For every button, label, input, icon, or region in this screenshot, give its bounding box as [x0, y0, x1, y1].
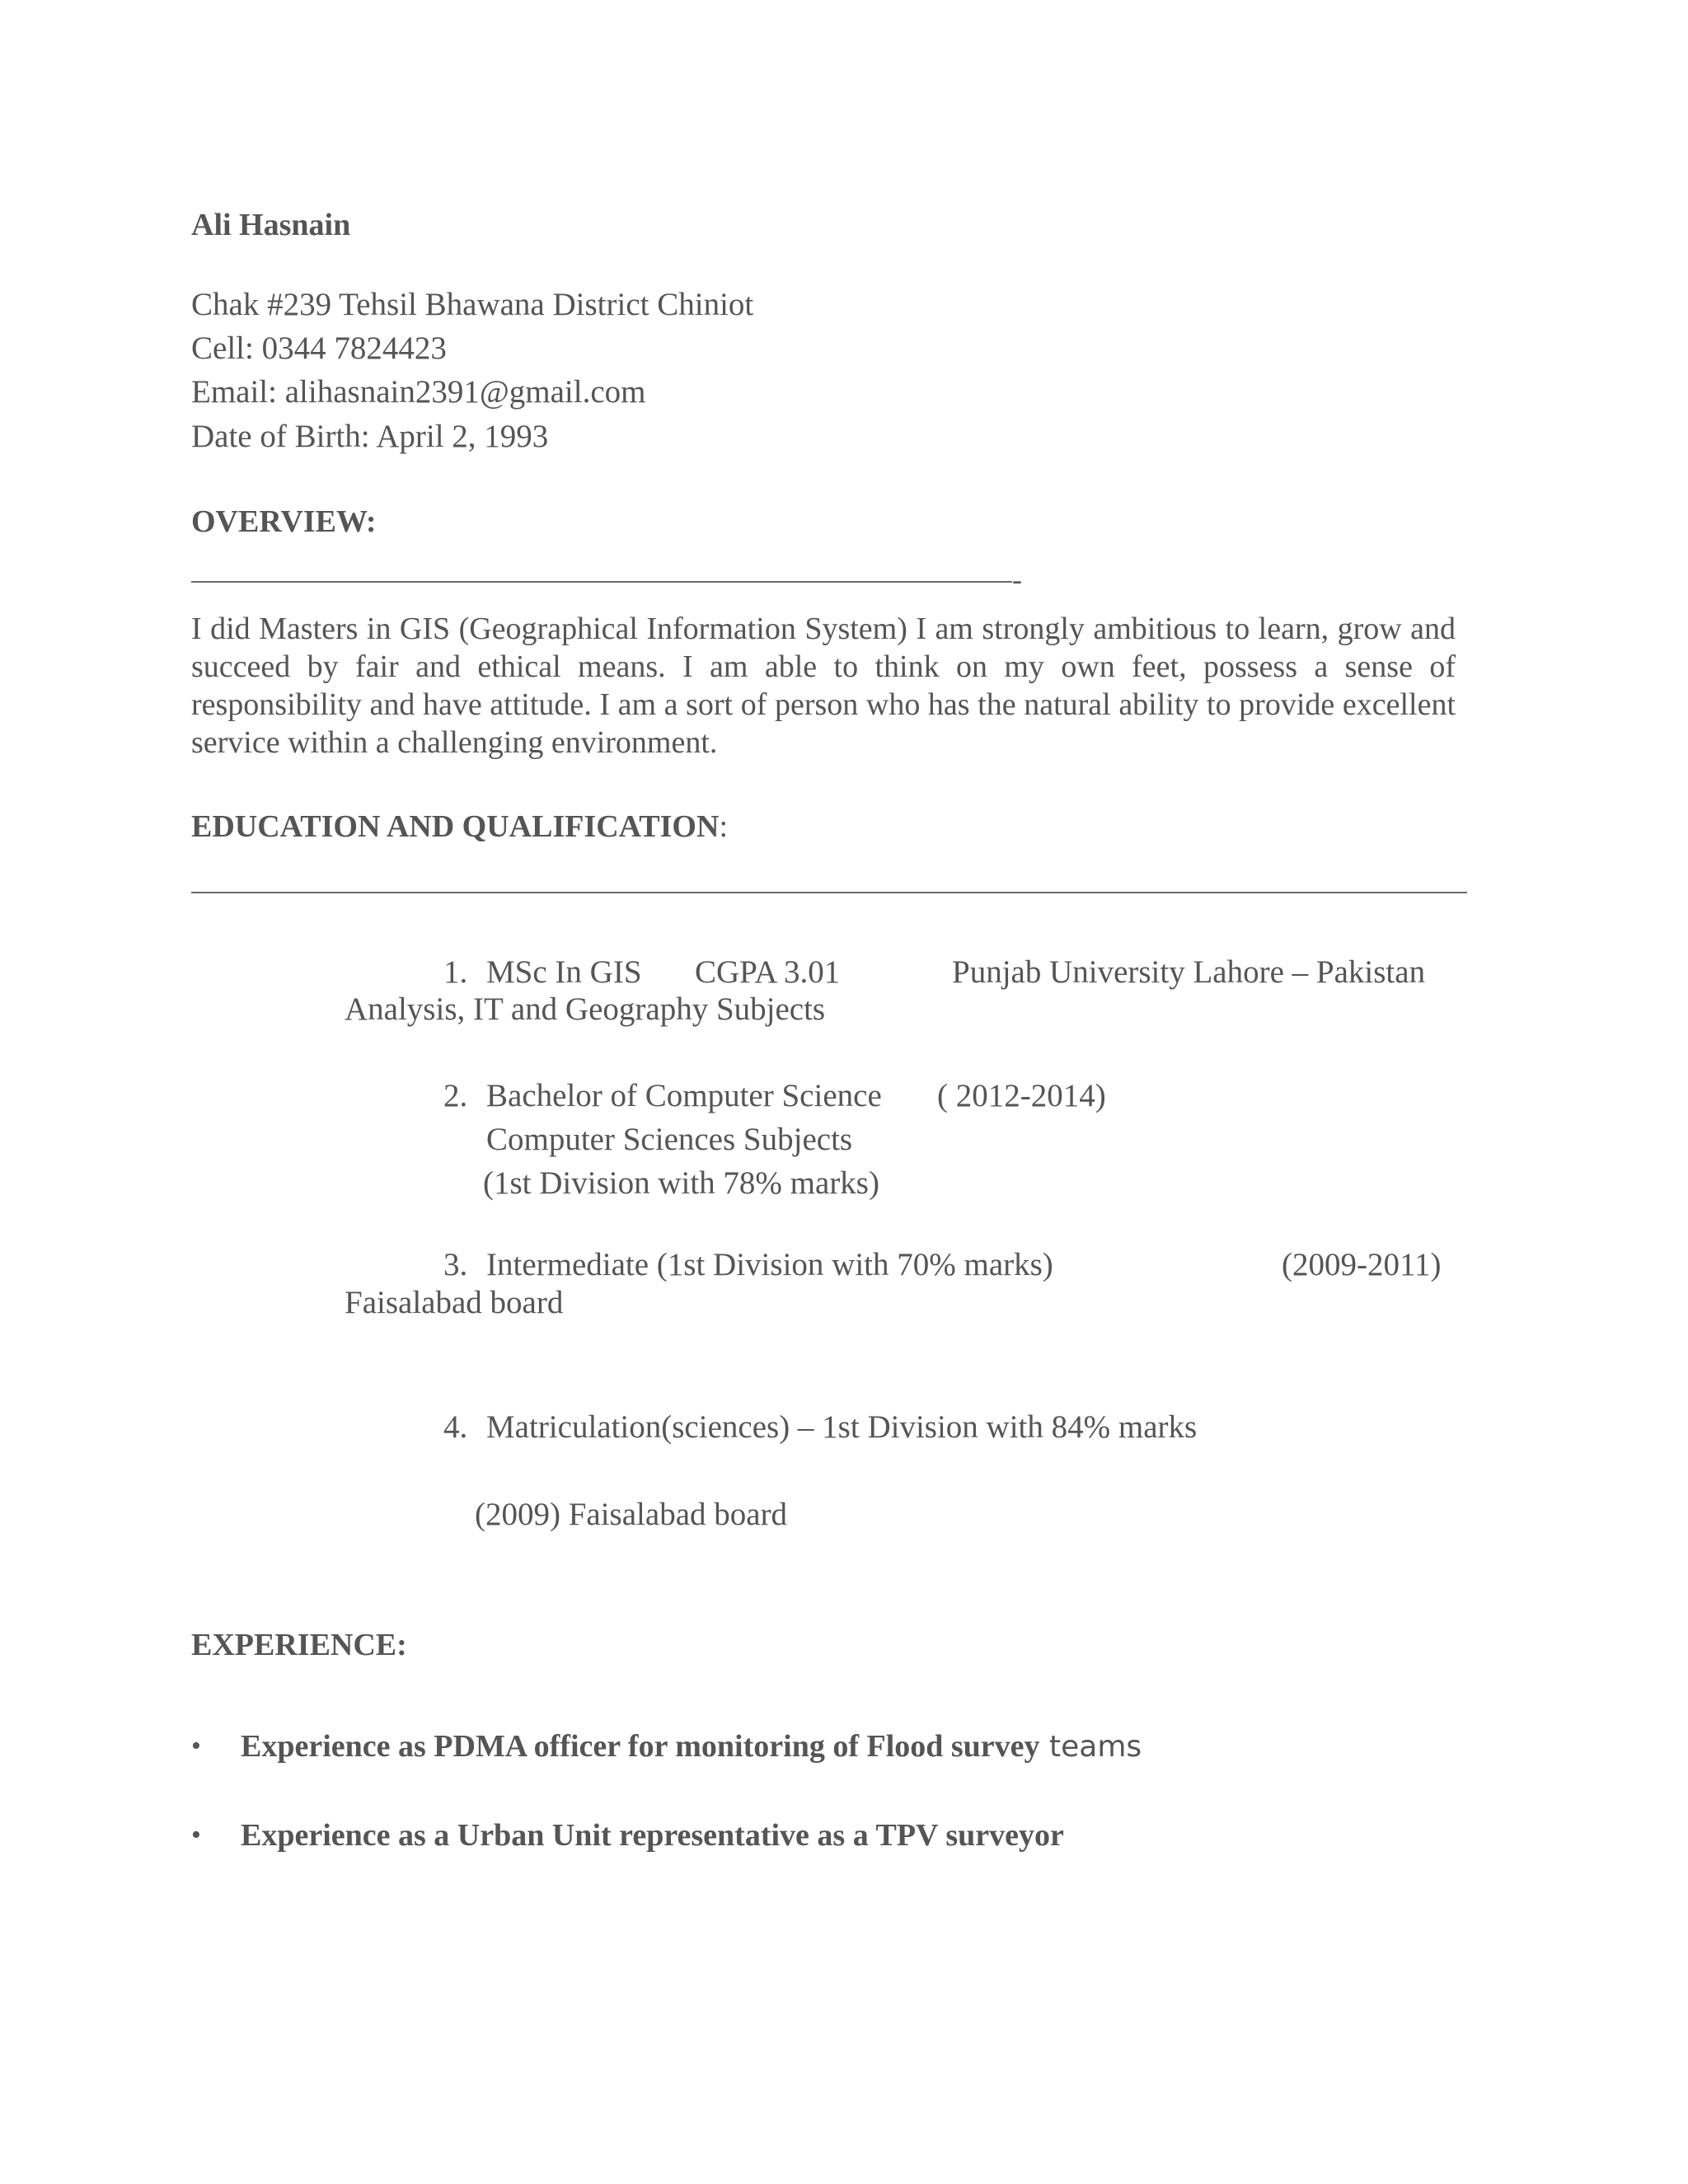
edu-item-1-institution: Punjab University Lahore – Pakistan — [952, 954, 1426, 990]
edu-item-2-years: ( 2012-2014) — [937, 1078, 1106, 1113]
edu-item-3-title: Intermediate (1st Division with 70% marks) — [486, 1247, 1053, 1282]
edu-item-4-number: 4. — [443, 1409, 468, 1445]
experience-item-1-bold: Experience as PDMA officer for monitoring of Flood survey — [241, 1729, 1040, 1764]
edu-item-1-cgpa: CGPA 3.01 — [695, 954, 841, 990]
candidate-name: Ali Hasnain — [191, 208, 351, 242]
dob-line: Date of Birth: April 2, 1993 — [191, 419, 549, 454]
address-line: Chak #239 Tehsil Bhawana District Chiniot — [191, 287, 754, 322]
edu-item-1-number: 1. — [443, 954, 468, 990]
overview-rule-tail: - — [1012, 563, 1022, 596]
edu-item-2-division: (1st Division with 78% marks) — [483, 1165, 879, 1201]
edu-item-3-number: 3. — [443, 1247, 468, 1282]
experience-item-1 — [241, 1731, 1142, 1762]
experience-bullet-2: • — [191, 1820, 201, 1850]
experience-item-2-bold: Experience as a Urban Unit representative as a TPV surveyor — [241, 1818, 1064, 1853]
education-heading-text: EDUCATION AND QUALIFICATION — [191, 809, 720, 844]
experience-bullet-1: • — [191, 1731, 201, 1761]
education-heading — [191, 811, 728, 842]
overview-paragraph: I did Masters in GIS (Geographical Information System) I am strongly ambitious to learn, grow and succeed by fair and ethical means. I am able to think on my own feet, possess a sense of responsibility and have attitude. I am a sort of person who has the natural ability to provide excellent service within a challenging environment. — [191, 612, 1456, 760]
education-rule — [191, 892, 1467, 893]
edu-item-4-year-board: (2009) Faisalabad board — [475, 1497, 788, 1532]
edu-item-2-subjects: Computer Sciences Subjects — [486, 1122, 853, 1157]
edu-item-1-subjects: Analysis, IT and Geography Subjects — [345, 991, 826, 1027]
education-heading-colon: : — [719, 809, 728, 844]
cell-line: Cell: 0344 7824423 — [191, 330, 447, 366]
edu-item-3-years: (2009-2011) — [1282, 1247, 1442, 1282]
experience-heading: EXPERIENCE: — [191, 1628, 407, 1662]
edu-item-4-title: Matriculation(sciences) – 1st Division with 84% marks — [486, 1409, 1198, 1445]
edu-item-3-board: Faisalabad board — [345, 1285, 564, 1320]
email-line: Email: alihasnain2391@gmail.com — [191, 374, 646, 410]
experience-item-1-normal: teams — [1039, 1730, 1142, 1764]
overview-rule — [191, 581, 1012, 583]
overview-heading: OVERVIEW: — [191, 504, 377, 539]
edu-item-2-title: Bachelor of Computer Science — [486, 1078, 882, 1113]
experience-item-2 — [241, 1820, 1064, 1851]
edu-item-2-number: 2. — [443, 1078, 468, 1113]
edu-item-1-title: MSc In GIS — [486, 954, 642, 990]
